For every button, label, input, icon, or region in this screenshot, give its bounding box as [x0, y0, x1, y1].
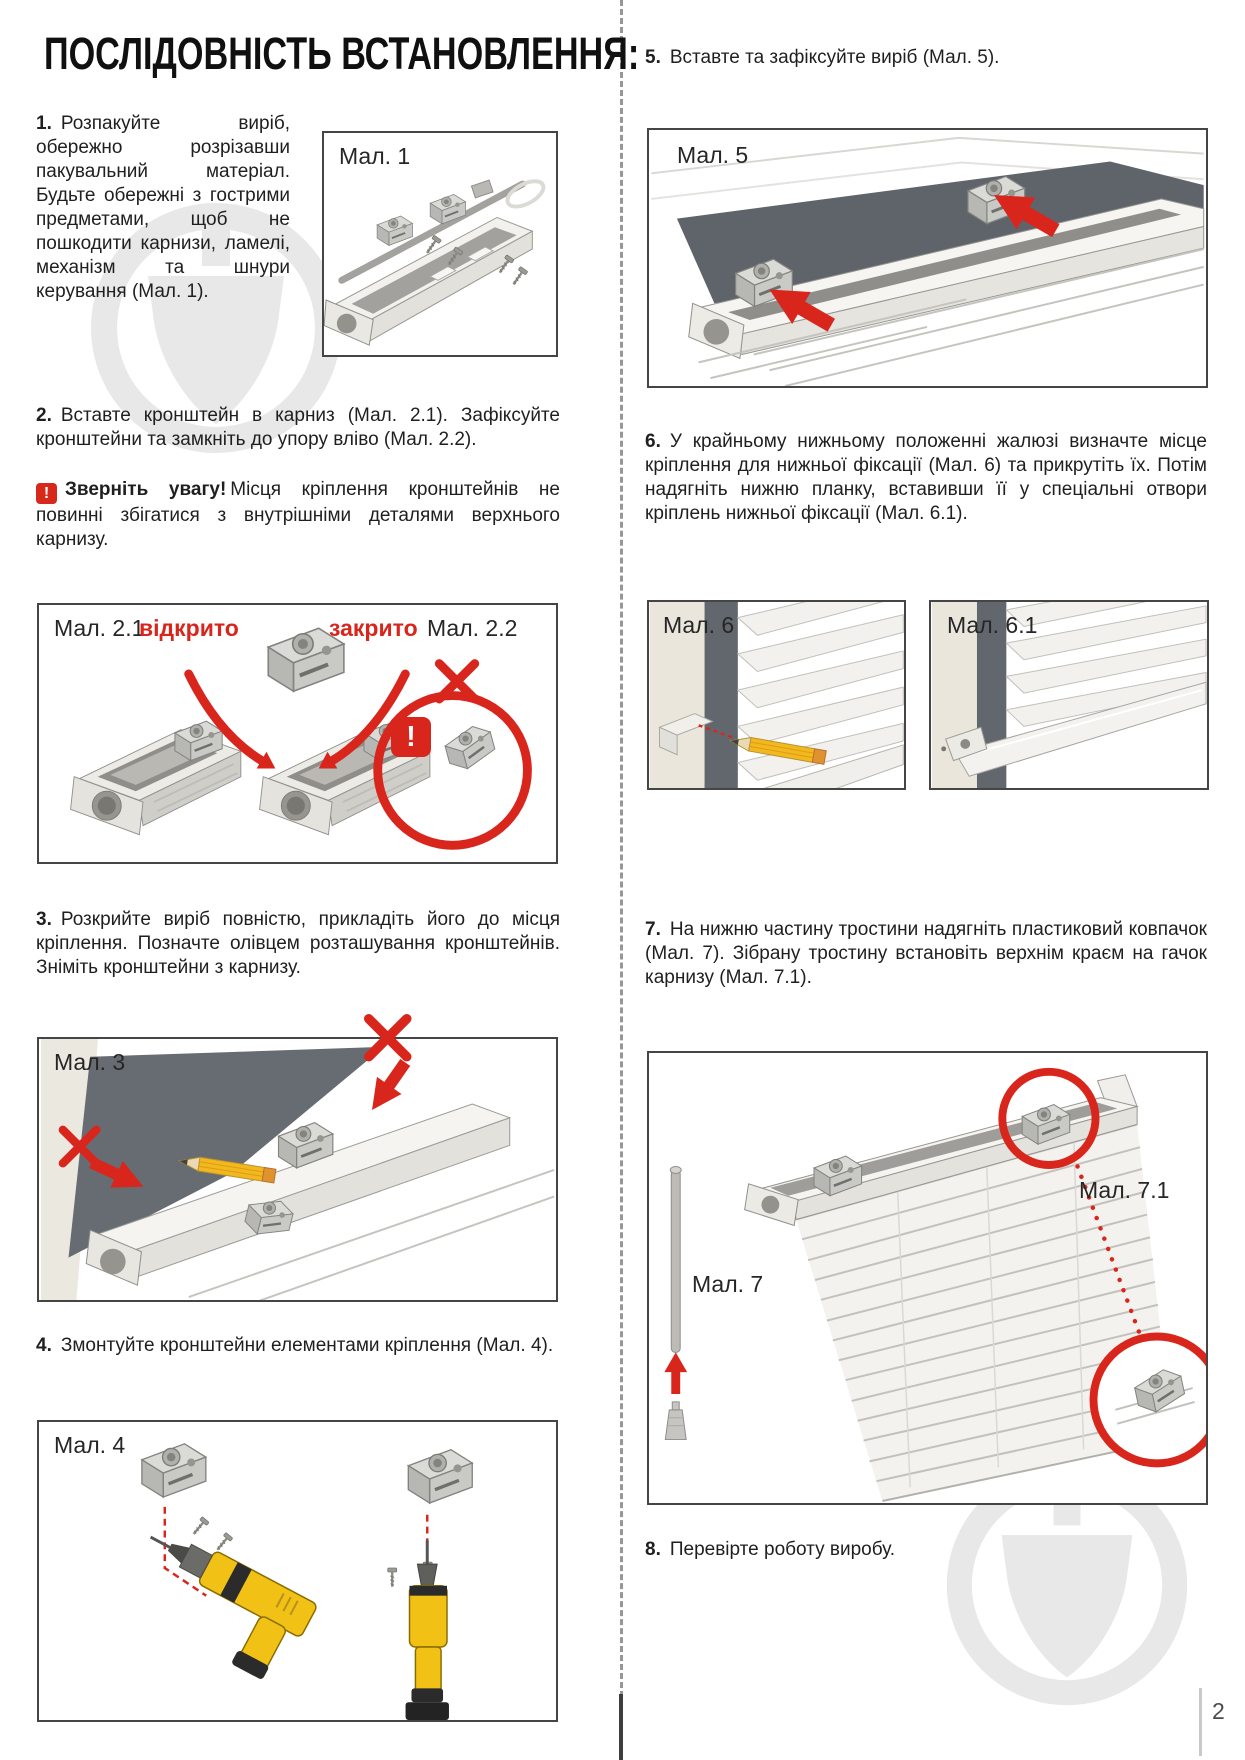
step-8-number: 8.: [645, 1539, 661, 1560]
step-7-number: 7.: [645, 919, 661, 940]
figure-3-label: Мал. 3: [54, 1049, 126, 1075]
figure-2-2-label: Мал. 2.2: [427, 615, 518, 641]
figure-3: [37, 1037, 558, 1302]
step-8-text: Перевірте роботу виробу.: [669, 1539, 896, 1560]
plastic-cap: [665, 1410, 686, 1440]
red-arrow: [360, 1054, 418, 1119]
page-number-divider: [1199, 1688, 1202, 1756]
x-mark-icon: [369, 1019, 407, 1057]
figure-4: [37, 1420, 558, 1722]
warning-icon: !: [36, 483, 57, 504]
step-4-text: Змонтуйте кронштейни елементами кріплення (Мал. 4).: [60, 1335, 554, 1356]
step-5: [645, 46, 1207, 70]
step-3-text: Розкрийте виріб повністю, прикладіть його до місця кріплення. Позначте олівцем розташування кронштейнів. Зніміть кронштейни з карнизу.: [36, 909, 560, 978]
step-1-number: 1.: [36, 113, 52, 134]
drill-mounting-illustration: [39, 1422, 556, 1720]
figure-5: [647, 128, 1208, 388]
figure-2: [37, 603, 558, 864]
screw-icon: [214, 1533, 233, 1553]
step-4-number: 4.: [36, 1335, 52, 1356]
figure-7-1-label: Мал. 7.1: [1079, 1177, 1170, 1203]
bracket-open-close-illustration: [39, 605, 556, 862]
screw-icon: [388, 1568, 397, 1587]
figure-6-label: Мал. 6: [663, 612, 735, 638]
warning-note: [36, 478, 560, 552]
bracket-icon: [408, 1450, 472, 1503]
step-1-text: Розпакуйте виріб, обережно розрізавши пакувальний матеріал. Будьте обережні з гострими предметами, щоб не пошкодити карнизи, ламелі, механізм та шнури керування (Мал. 1).: [36, 113, 290, 302]
step-7-text: На нижню частину тростини надягніть пластиковий ковпачок (Мал. 7). Зібрану тростину встановіть верхнім краєм на гачок карнизу (Мал. 7.1).: [645, 919, 1207, 988]
plastic-cap: [471, 180, 493, 198]
step-6: [645, 430, 1207, 526]
bracket-icon: [377, 216, 412, 245]
step-2: [36, 404, 560, 452]
step-5-text: Вставте та зафіксуйте виріб (Мал. 5).: [669, 47, 1000, 68]
wrong-position-marker: [344, 1012, 444, 1117]
warning-text: Місця кріплення кронштейнів не повинні збігатися з внутрішніми деталями верхнього карнизу.: [36, 479, 560, 550]
step-5-number: 5.: [645, 47, 661, 68]
figure-6-1-label: Мал. 6.1: [947, 612, 1038, 638]
screw-icon: [190, 1517, 209, 1537]
step-3-number: 3.: [36, 909, 52, 930]
figure-6-1: [929, 600, 1209, 790]
closed-label: закрито: [329, 615, 418, 641]
page-title: ПОСЛІДОВНІСТЬ ВСТАНОВЛЕННЯ:: [44, 28, 640, 79]
drill-icon: [116, 1521, 318, 1687]
mark-positions-illustration: [39, 1039, 556, 1300]
figure-7-label: Мал. 7: [692, 1271, 764, 1297]
step-8: [645, 1538, 1207, 1562]
red-arrow-up: [664, 1352, 687, 1394]
cord-loop: [504, 176, 548, 212]
step-4: [36, 1334, 560, 1358]
control-wand: [671, 1170, 680, 1352]
figure-1-label: Мал. 1: [339, 143, 411, 169]
page-number: 2: [1212, 1698, 1225, 1724]
figure-6: [647, 600, 906, 790]
screw-icon: [510, 267, 528, 287]
step-6-number: 6.: [645, 431, 661, 452]
step-3: [36, 908, 560, 980]
figure-4-label: Мал. 4: [54, 1432, 126, 1458]
figure-5-label: Мал. 5: [677, 142, 749, 168]
column-divider-end: [619, 1694, 623, 1760]
screwdriver-icon: [406, 1540, 449, 1720]
figure-2-1-label: Мал. 2.1: [54, 615, 145, 641]
bracket-icon: [442, 722, 498, 772]
step-2-number: 2.: [36, 405, 52, 426]
alert-badge-icon: !: [391, 717, 431, 757]
step-2-text: Вставте кронштейн в карниз (Мал. 2.1). Зафіксуйте кронштейни та замкніть до упору вліво (Мал. 2.2).: [36, 405, 560, 450]
warning-label: Зверніть увагу!: [65, 479, 227, 500]
step-7: [645, 918, 1207, 990]
figure-1: [322, 131, 558, 357]
figure-7: [647, 1051, 1208, 1505]
step-6-text: У крайньому нижньому положенні жалюзі визначте місце кріплення для нижньої фіксації (Мал. 6) та прикрутіть їх. Потім надягніть нижню планку, вставивши її у спеціальні отвори кріплень нижньої фіксації (Мал. 6.1).: [645, 431, 1207, 524]
step-1: [36, 112, 290, 304]
bracket-icon: [142, 1444, 206, 1497]
column-divider: [620, 0, 623, 1760]
open-label: відкрито: [139, 615, 239, 641]
